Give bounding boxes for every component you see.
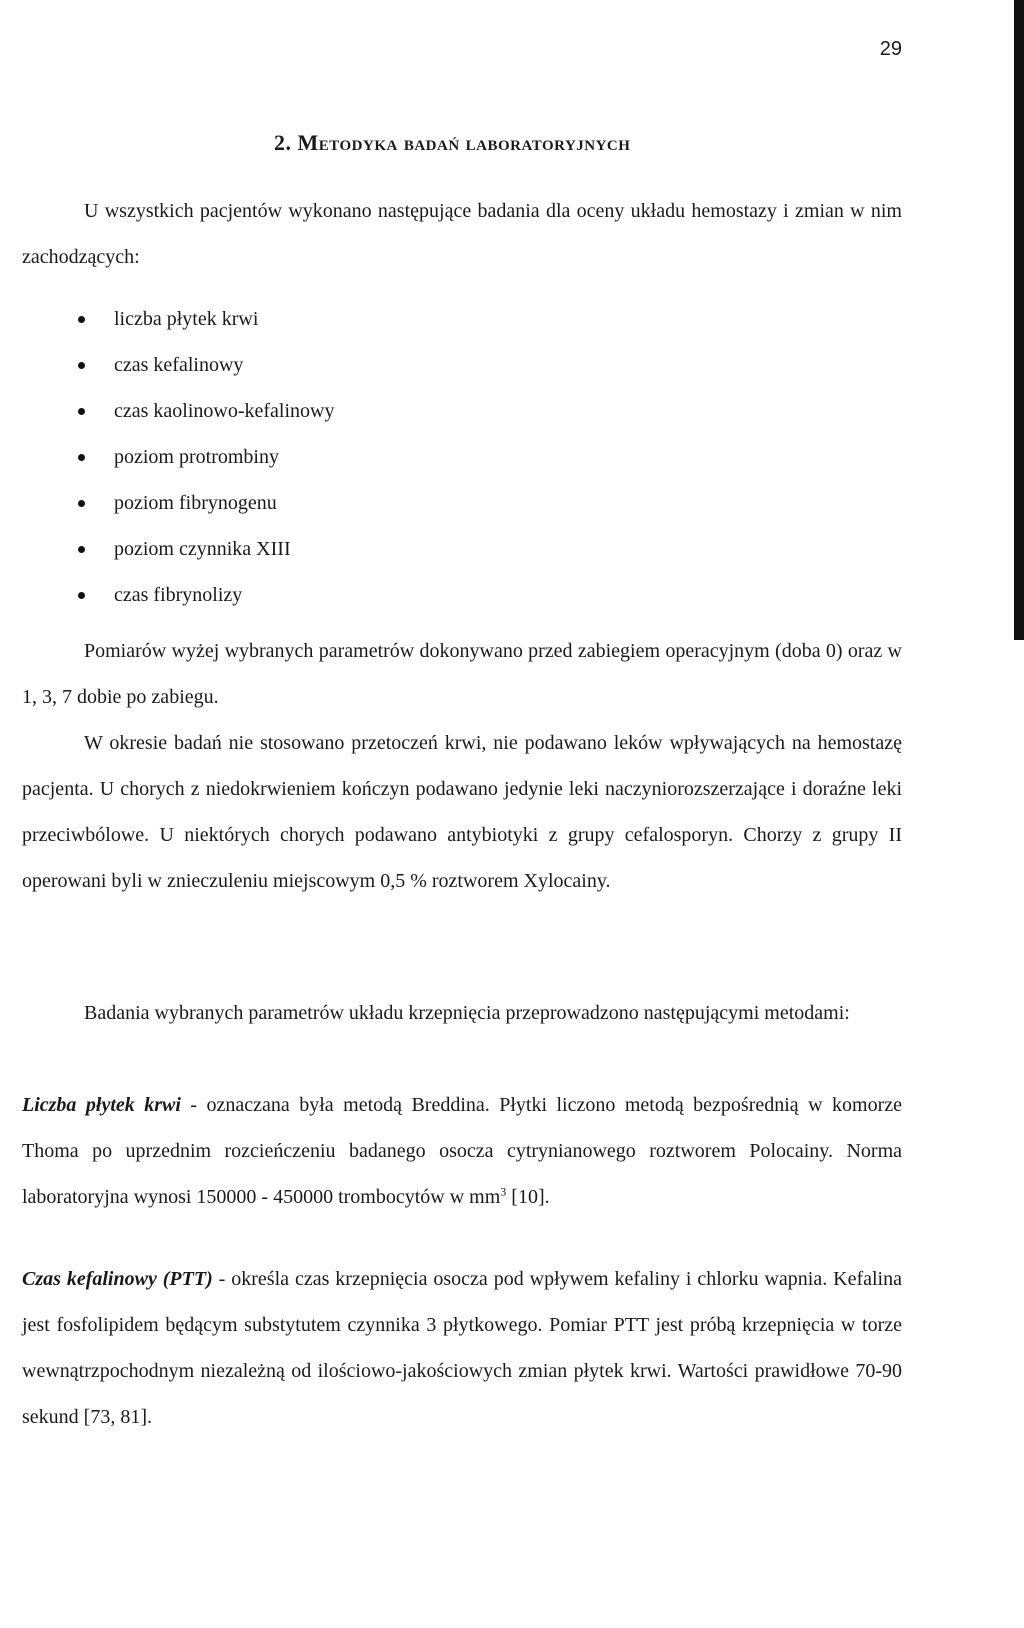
bullet-icon — [78, 500, 85, 507]
list-item-text: poziom fibrynogenu — [114, 492, 277, 514]
bullet-icon — [78, 408, 85, 415]
section-heading — [274, 130, 630, 156]
section-title: Metodyka badań laboratoryjnych — [297, 130, 631, 155]
ptt-term: Czas kefalinowy (PTT) — [22, 1268, 213, 1290]
bullet-icon — [78, 316, 85, 323]
list-item — [76, 342, 334, 388]
section-number: 2. — [274, 130, 292, 155]
bullet-icon — [78, 362, 85, 369]
treatment-paragraph: W okresie badań nie stosowano przetoczeń krwi, nie podawano leków wpływających na hemostazę pacjenta. U chorych z niedokrwieniem kończyn podawano jedynie leki naczyniorozszerzające i doraźne leki przeciwbólowe. U niektórych chorych podawano antybiotyki z grupy cefalosporyn. Chorzy z grupy II operowani byli w znieczuleniu miejscowym 0,5 % roztworem Xylocainy. — [22, 732, 902, 892]
measurements-paragraph: Pomiarów wyżej wybranych parametrów dokonywano przed zabiegiem operacyjnym (doba 0) oraz w 1, 3, 7 dobie po zabiegu. — [22, 640, 902, 708]
platelets-text: - oznaczana była metodą Breddina. Płytki liczono metodą bezpośrednią w komorze Thoma po uprzednim rozcieńczeniu badanego osocza cytrynianowego roztworem Polocainy. Norma laboratoryjna wynosi 150000 - 450000 trombocytów w mm — [22, 1094, 903, 1208]
intro-paragraph: U wszystkich pacjentów wykonano następujące badania dla oceny układu hemostazy i zmian w nim zachodzących: — [22, 200, 902, 268]
list-item-text: poziom czynnika XIII — [114, 538, 291, 560]
list-item-text: poziom protrombiny — [114, 446, 279, 468]
platelets-reference: [10]. — [506, 1186, 550, 1208]
list-item-text: czas fibrynolizy — [114, 584, 243, 606]
methods-intro-paragraph: Badania wybranych parametrów układu krzepnięcia przeprowadzono następującymi metodami: — [84, 1002, 850, 1024]
bullet-icon — [78, 592, 85, 599]
list-item-text: liczba płytek krwi — [114, 308, 259, 330]
list-item-text: czas kefalinowy — [114, 354, 244, 376]
list-item — [76, 526, 334, 572]
list-item-text: czas kaolinowo-kefalinowy — [114, 400, 335, 422]
page-number: 29 — [879, 38, 902, 60]
bullet-icon — [78, 454, 85, 461]
list-item — [76, 572, 334, 618]
list-item — [76, 434, 334, 480]
list-item — [76, 480, 334, 526]
tests-list — [76, 296, 334, 618]
ptt-text: - określa czas krzepnięcia osocza pod wpływem kefaliny i chlorku wapnia. Kefalina jest fosfolipidem będącym substytutem czynnika 3 płytkowego. Pomiar PTT jest próbą krzepnięcia w torze wewnątrzpochodnym niezależną od ilościowo-jakościowych zmian płytek krwi. Wartości prawidłowe 70-90 sekund [73, 81]. — [22, 1268, 902, 1428]
list-item — [76, 296, 334, 342]
platelets-term: Liczba płytek krwi — [22, 1094, 181, 1116]
ptt-paragraph — [22, 1256, 902, 1440]
bullet-icon — [78, 546, 85, 553]
list-item — [76, 388, 334, 434]
platelets-superscript: 3 — [500, 1184, 507, 1199]
platelets-paragraph — [22, 1082, 902, 1220]
scan-edge-bar — [1014, 0, 1024, 640]
